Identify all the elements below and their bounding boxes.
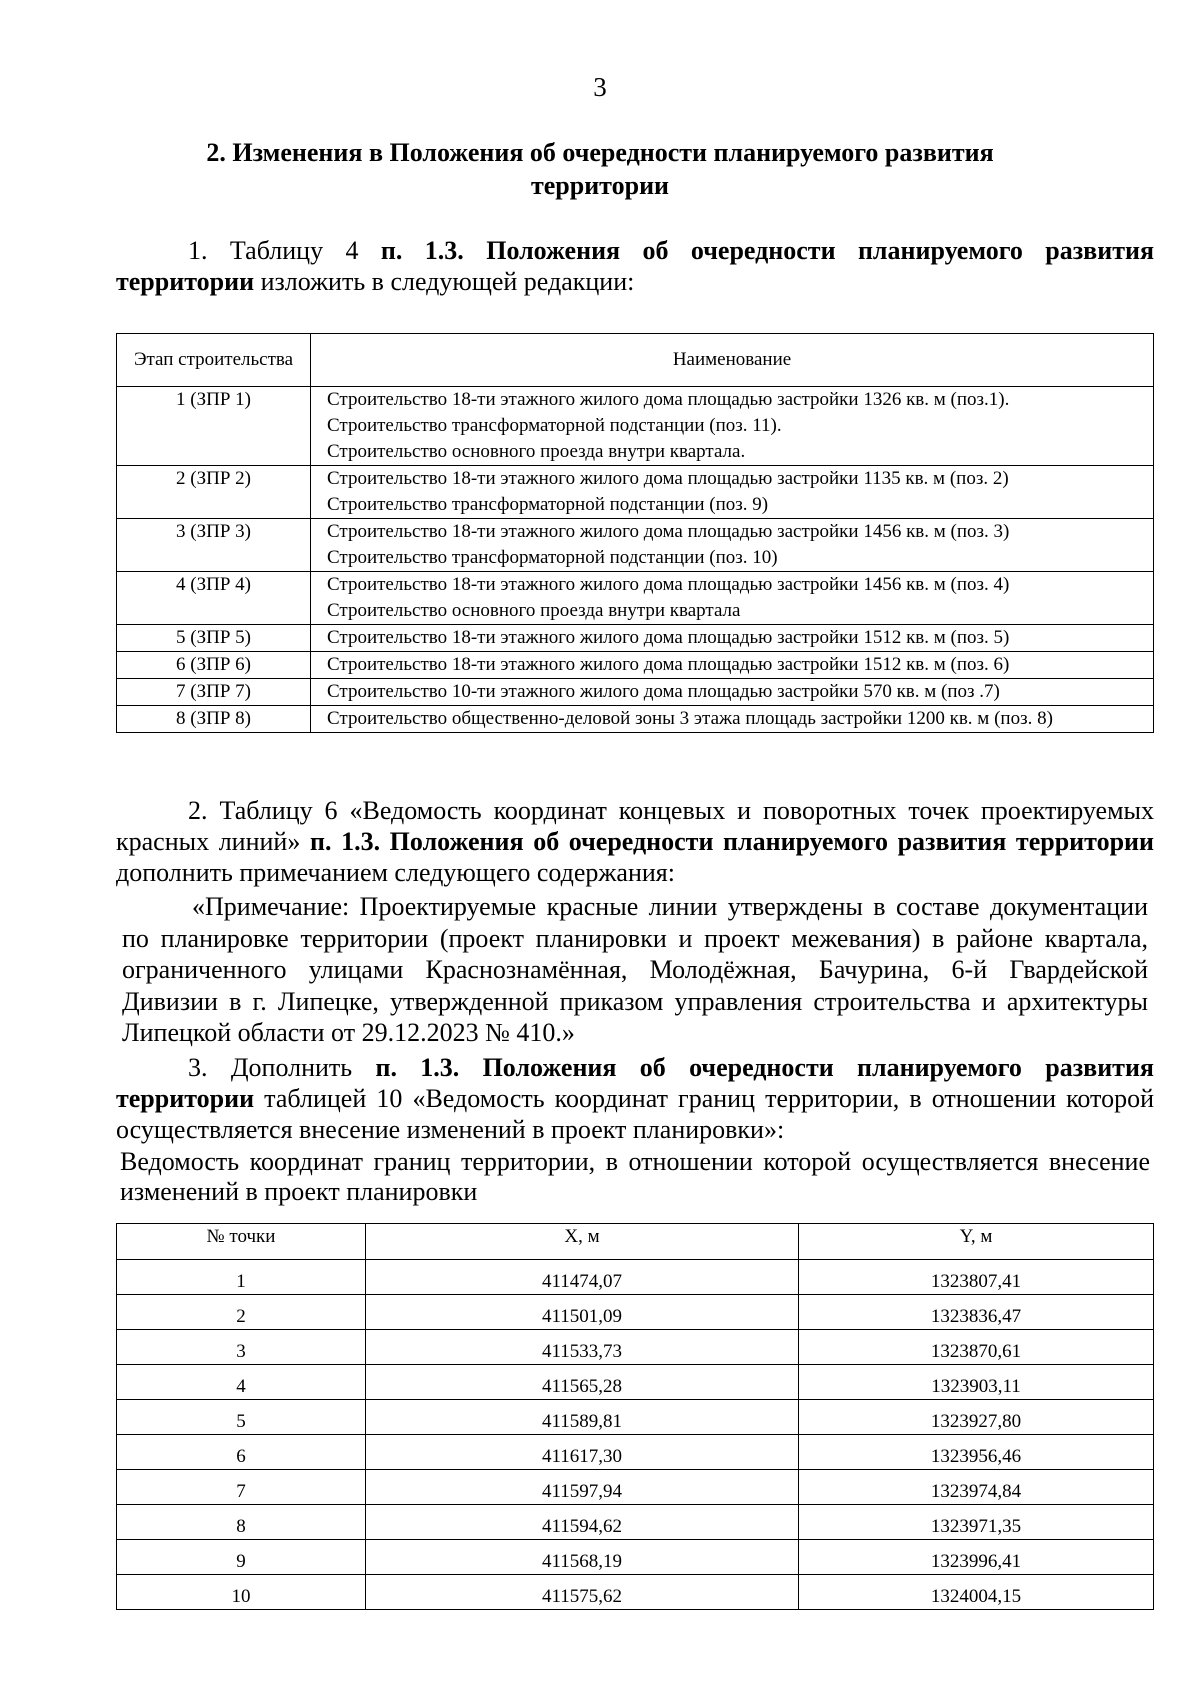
item1-number: 1. (188, 236, 208, 265)
y-coordinate-cell: 1323870,61 (799, 1330, 1154, 1365)
point-number-header: № точки (117, 1224, 366, 1260)
name-cell (311, 679, 1154, 706)
item1-text: Таблицу 4 (229, 236, 359, 265)
y-coordinate-cell: 1323974,84 (799, 1470, 1154, 1505)
point-number-cell: 6 (117, 1435, 366, 1470)
name-line: Строительство 18-ти этажного жилого дома площадью застройки 1512 кв. м (поз. 6) (327, 654, 1010, 675)
point-number-cell: 7 (117, 1470, 366, 1505)
item2-text: Таблицу 6 «Ведомость координат концевых и поворотных точек проектируемых красных линий» (116, 796, 1155, 856)
coord-row (117, 1540, 1154, 1575)
note-text: «Примечание: Проектируемые красные линии утверждены в составе документации по планировке территории (проект планировки и проект межевания) в районе квартала, ограниченного улицами Краснознамённая, Молодёжная, Бачурина, 6-й Гвардейской Дивизии в г. Липецке, утвержденной приказом управления строительства и архитектуры Липецкой области от 29.12.2023 № 410.» (122, 892, 1148, 1047)
section-heading-line2: территории (530, 171, 670, 200)
coord-table (116, 1223, 1154, 1610)
item3-text-end: таблицей 10 «Ведомость координат границ территории, в отношении которой осуществляется внесение изменений в проект планировки»: (116, 1084, 1154, 1144)
y-coordinate-cell: 1323927,80 (799, 1400, 1154, 1435)
point-number-cell: 8 (117, 1505, 366, 1540)
x-coordinate-cell: 411533,73 (366, 1330, 799, 1365)
stage-cell: 4 (ЗПР 4) (117, 572, 311, 625)
item3-number: 3. (188, 1053, 208, 1082)
coord-row (117, 1470, 1154, 1505)
name-line: Строительство 18-ти этажного жилого дома площадью застройки 1512 кв. м (поз. 5) (327, 627, 1010, 648)
y-coordinate-cell: 1323971,35 (799, 1505, 1154, 1540)
name-line: Строительство 18-ти этажного жилого дома площадью застройки 1456 кв. м (поз. 4) (327, 574, 1010, 595)
coord-row (117, 1330, 1154, 1365)
x-coordinate-cell: 411589,81 (366, 1400, 799, 1435)
x-coordinate-cell: 411565,28 (366, 1365, 799, 1400)
item3-bold-ref: п. 1.3. Положения об очередности планируемого развития территории (116, 1053, 1154, 1113)
name-cell (311, 572, 1154, 625)
point-number-cell: 10 (117, 1575, 366, 1610)
stage-cell: 8 (ЗПР 8) (117, 706, 311, 733)
x-coordinate-cell: 411594,62 (366, 1505, 799, 1540)
stage-row (117, 519, 1154, 572)
name-line: Строительство трансформаторной подстанции (поз. 10) (327, 547, 778, 568)
item2-paragraph (116, 795, 1154, 888)
coord-table-caption: Ведомость координат границ территории, в отношении которой осуществляется внесение изменений в проект планировки (120, 1147, 1150, 1206)
x-coordinate-cell: 411575,62 (366, 1575, 799, 1610)
name-line: Строительство 18-ти этажного жилого дома площадью застройки 1135 кв. м (поз. 2) (327, 468, 1009, 489)
stage-row (117, 387, 1154, 466)
y-coordinate-cell: 1324004,15 (799, 1575, 1154, 1610)
y-coordinate-cell: 1323903,11 (799, 1365, 1154, 1400)
y-coordinate-header: Y, м (799, 1224, 1154, 1260)
name-line: Строительство основного проезда внутри квартала. (327, 441, 746, 462)
stage-cell: 7 (ЗПР 7) (117, 679, 311, 706)
stage-table-header-row (117, 334, 1154, 387)
stage-cell: 2 (ЗПР 2) (117, 466, 311, 519)
stage-cell: 6 (ЗПР 6) (117, 652, 311, 679)
name-line: Строительство общественно-деловой зоны 3 этажа площадь застройки 1200 кв. м (поз. 8) (327, 708, 1053, 729)
stage-row (117, 679, 1154, 706)
point-number-cell: 4 (117, 1365, 366, 1400)
point-number-cell: 2 (117, 1295, 366, 1330)
y-coordinate-cell: 1323956,46 (799, 1435, 1154, 1470)
item1-text-end: изложить в следующей редакции: (260, 267, 635, 296)
item1-paragraph (116, 235, 1154, 297)
stage-row (117, 466, 1154, 519)
name-line: Строительство основного проезда внутри квартала (327, 600, 741, 621)
item2-text-end: дополнить примечанием следующего содержания: (116, 858, 675, 887)
page-number: 3 (593, 72, 607, 102)
point-number-cell: 9 (117, 1540, 366, 1575)
item3-paragraph (116, 1052, 1154, 1145)
coord-row (117, 1505, 1154, 1540)
name-cell (311, 706, 1154, 733)
name-cell (311, 466, 1154, 519)
stage-row (117, 652, 1154, 679)
name-line: Строительство 18-ти этажного жилого дома площадью застройки 1326 кв. м (поз.1). (327, 389, 1010, 410)
coord-row (117, 1295, 1154, 1330)
stage-cell: 5 (ЗПР 5) (117, 625, 311, 652)
item2-bold-ref: п. 1.3. Положения об очередности планируемого развития территории (309, 827, 1154, 856)
name-cell (311, 652, 1154, 679)
name-cell (311, 625, 1154, 652)
point-number-cell: 1 (117, 1260, 366, 1295)
section-heading (0, 136, 1200, 202)
coord-table-body (117, 1260, 1154, 1610)
stage-table (116, 333, 1154, 733)
stage-cell: 3 (ЗПР 3) (117, 519, 311, 572)
note-paragraph (122, 891, 1148, 1049)
stage-column-header: Этап строительства (117, 334, 311, 387)
x-coordinate-cell: 411597,94 (366, 1470, 799, 1505)
x-coordinate-cell: 411568,19 (366, 1540, 799, 1575)
name-line: Строительство 18-ти этажного жилого дома площадью застройки 1456 кв. м (поз. 3) (327, 521, 1010, 542)
stage-cell: 1 (ЗПР 1) (117, 387, 311, 466)
stage-row (117, 625, 1154, 652)
x-coordinate-cell: 411501,09 (366, 1295, 799, 1330)
name-column-header: Наименование (311, 334, 1154, 387)
coord-row (117, 1400, 1154, 1435)
name-cell (311, 387, 1154, 466)
coord-table-header-row (117, 1224, 1154, 1260)
x-coordinate-cell: 411474,07 (366, 1260, 799, 1295)
stage-row (117, 572, 1154, 625)
y-coordinate-cell: 1323836,47 (799, 1295, 1154, 1330)
item1-bold-ref: п. 1.3. Положения об очередности планируемого развития территории (116, 236, 1155, 296)
y-coordinate-cell: 1323807,41 (799, 1260, 1154, 1295)
x-coordinate-header: X, м (366, 1224, 799, 1260)
item2-number: 2. (188, 796, 208, 825)
stage-row (117, 706, 1154, 733)
coord-row (117, 1260, 1154, 1295)
coord-row (117, 1575, 1154, 1610)
name-line: Строительство трансформаторной подстанции (поз. 9) (327, 494, 769, 515)
point-number-cell: 5 (117, 1400, 366, 1435)
coord-row (117, 1365, 1154, 1400)
point-number-cell: 3 (117, 1330, 366, 1365)
x-coordinate-cell: 411617,30 (366, 1435, 799, 1470)
name-line: Строительство 10-ти этажного жилого дома площадью застройки 570 кв. м (поз .7) (327, 681, 1000, 702)
name-line: Строительство трансформаторной подстанции (поз. 11). (327, 415, 782, 436)
coord-row (117, 1435, 1154, 1470)
name-cell (311, 519, 1154, 572)
item3-text: Дополнить (230, 1053, 353, 1082)
y-coordinate-cell: 1323996,41 (799, 1540, 1154, 1575)
section-heading-line1: 2. Изменения в Положения об очередности планируемого развития (206, 138, 994, 167)
stage-table-body (117, 387, 1154, 733)
